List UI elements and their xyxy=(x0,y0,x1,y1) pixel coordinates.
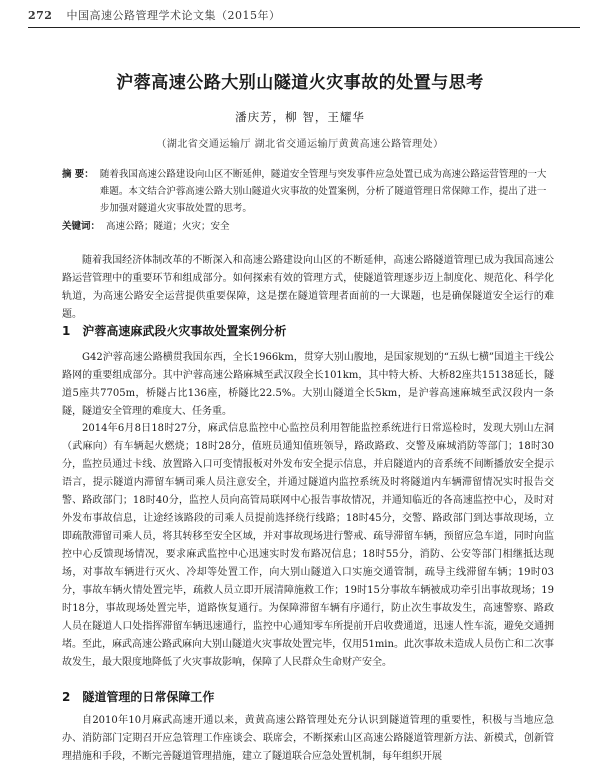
keywords-text: 高速公路；隧道；火灾；安全 xyxy=(106,221,230,232)
abstract-text: 随着我国高速公路建设向山区不断延伸，隧道安全管理与突发事件应急处置已成为高速公路运营管理的一大难题。本文结合沪蓉高速公路大别山隧道火灾事故的处置案例，分析了隧道管理日常保障工作，提出了进一步加强对隧道火灾事故处置的思考。 xyxy=(99,169,547,214)
section-1-paragraph-1: G42沪蓉高速公路横贯我国东西，全长1966km，贯穿大别山腹地，是国家规划的“五纵七横”国道主干线公路网的重要组成部分。其中沪蓉高速公路麻城至武汉段全长101km，其中特大桥、大桥82座共15138延长，隧道5座共7705m，桥隧占比136座，桥隧比22.5%。大别山隧道全长5km，是沪蓉高速麻城至武汉段内一条隧，隧道安全管理的难度大、任务重。 xyxy=(62,352,554,417)
running-header xyxy=(28,7,580,23)
section-2-number: 2 xyxy=(62,690,71,704)
section-1-number: 1 xyxy=(62,324,71,338)
section-2-title: 隧道管理的日常保障工作 xyxy=(82,690,215,704)
keywords xyxy=(62,218,550,232)
header-rule xyxy=(28,27,580,28)
section-1-paragraph-2: 2014年6月8日18时27分，麻武信息监控中心监控员利用智能监控系统进行日常巡检时，发现大别山左洞（武麻向）有车辆起火燃烧；18时28分，值班员通知值班领导，路政路政、交警及麻城消防等部门；18时30分，监控员通过卡线、放置路入口可变情报板对外发布安全提示信息，并启隧道内的音系统不间断播放安全提示语言，提示隧道内滞留车辆司乘人员注意安全，并通过隧道内监控系统及时将隧道内车辆滞留情况实时报告交警、路政部门；18时40分，监控人员向高管局联网中心报告事故情况，并通知临近的各高速监控中心，及时对外发布事故信息，让途经该路段的司乘人员提前选择绕行线路；18时45分，交警、路政部门到达事故现场，立即疏散滞留司乘人员，将其转移至安全区域，并对事故现场进行警戒、疏导滞留车辆，预留应急车道，同时向监控中心反馈现场情况，要求麻武监控中心迅速实时发布路况信息；18时55分，消防、公安等部门相继抵达现场，对事故车辆进行灭火、冷却等处置工作，向大别山隧道入口实施交通管制，疏导主线滞留车辆；19时03分，事故车辆火情处置完毕，疏救人员立即开展清障施救工作；19时15分事故车辆被成功牵引出事故现场；19时18分，事故现场处置完毕，道路恢复通行。为保障滞留车辆有序通行，防止次生事故发生，高速警察、路政人员在隧道人口处指挥滞留车辆迅速通行，监控中心通知零车所提前开启收费通道，迅速人性车流，避免交通拥堵。至此，麻武高速公路武麻向大别山隧道火灾事故处置完毕，仅用51min。此次事故未造成人员伤亡和二次事故发生，最大限度地降低了火灾事故影响，保障了人民群众生命财产安全。 xyxy=(62,423,554,668)
abstract-label: 摘 要： xyxy=(62,169,94,180)
article-title: 沪蓉高速公路大别山隧道火灾事故的处置与思考 xyxy=(116,73,484,93)
section-2-paragraph-1: 自2010年10月麻武高速开通以来，黄黄高速公路管理处充分认识到隧道管理的重要性，积极与当地应急办、消防部门定期召开应急管理工作座谈会、联席会，不断探索山区高速公路隧道管理新方法、新模式，创新管理措施和手段，不断完善隧道管理措施，建立了隧道联合应急处置机制，每年组织开展 xyxy=(62,715,554,762)
article-authors: 潘庆芳，柳 智，王耀华 xyxy=(235,110,365,124)
keywords-label: 关键词： xyxy=(62,221,101,232)
abstract xyxy=(62,166,550,217)
intro-paragraph: 随着我国经济体制改革的不断深入和高速公路建设向山区的不断延伸，高速公路隧道管理已成为我国高速公路运营管理中的重要环节和组成部分。如何探索有效的管理方式，使隧道管理逐步迈上制度化、规范化、科学化轨道，为高速公路安全运营提供重要保障，这是摆在隧道管理者面前的一大课题，也是确保隧道安全运行的难题。 xyxy=(62,255,554,320)
section-1-title: 沪蓉高速麻武段火灾事故处置案例分析 xyxy=(82,324,287,338)
running-title: 中国高速公路管理学术论文集（2015年） xyxy=(66,9,281,22)
page-number: 272 xyxy=(28,8,53,22)
article-affiliation: （湖北省交通运输厅 湖北省交通运输厅黄黄高速公路管理处） xyxy=(156,139,444,150)
section-2-heading xyxy=(62,688,554,705)
section-1-heading xyxy=(62,322,554,339)
